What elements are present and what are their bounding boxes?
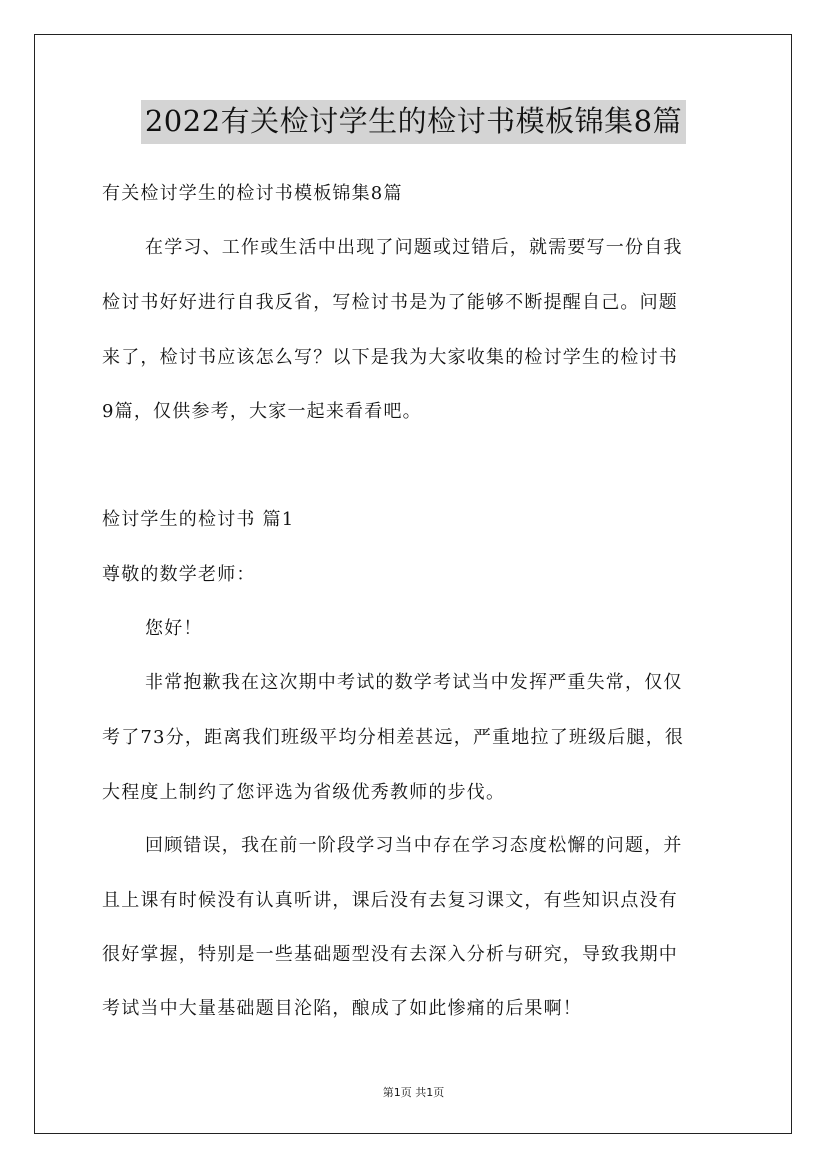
intro-line-3: 来了，检讨书应该怎么写？以下是我为大家收集的检讨学生的检讨书 xyxy=(102,347,678,368)
para1-line-3: 大程度上制约了您评选为省级优秀教师的步伐。 xyxy=(102,782,506,803)
salutation: 尊敬的数学老师： xyxy=(102,564,256,585)
title-wrap xyxy=(0,100,827,144)
intro-line-2: 检讨书好好进行自我反省，写检讨书是为了能够不断提醒自己。问题 xyxy=(102,292,678,313)
para1-line-2: 考了73分，距离我们班级平均分相差甚远，严重地拉了班级后腿，很 xyxy=(102,727,685,748)
intro-line-1: 在学习、工作或生活中出现了问题或过错后，就需要写一份自我 xyxy=(145,237,683,258)
document-subtitle: 有关检讨学生的检讨书模板锦集8篇 xyxy=(102,183,403,204)
para2-line-2: 且上课有时候没有认真听讲，课后没有去复习课文，有些知识点没有 xyxy=(102,890,678,911)
section-heading: 检讨学生的检讨书 篇1 xyxy=(102,509,295,530)
para2-line-1: 回顾错误，我在前一阶段学习当中存在学习态度松懈的问题，并 xyxy=(145,835,683,856)
greeting: 您好！ xyxy=(145,618,203,639)
para1-line-1: 非常抱歉我在这次期中考试的数学考试当中发挥严重失常，仅仅 xyxy=(145,672,683,693)
document-title: 2022有关检讨学生的检讨书模板锦集8篇 xyxy=(141,100,686,144)
para2-line-4: 考试当中大量基础题目沦陷，酿成了如此惨痛的后果啊！ xyxy=(102,998,582,1019)
intro-line-4: 9篇，仅供参考，大家一起来看看吧。 xyxy=(102,401,422,422)
para2-line-3: 很好掌握，特别是一些基础题型没有去深入分析与研究，导致我期中 xyxy=(102,944,678,965)
page-footer: 第1页 共1页 xyxy=(382,1086,445,1099)
